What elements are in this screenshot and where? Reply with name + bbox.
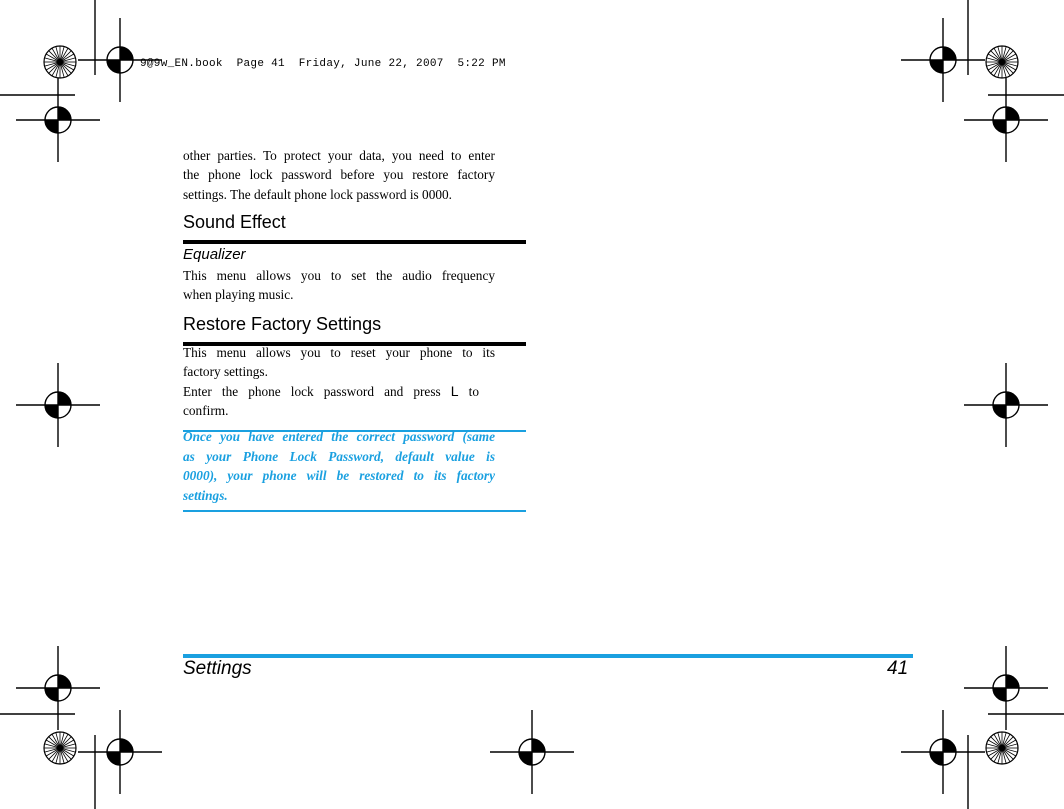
starburst-ray xyxy=(49,51,60,62)
equalizer-paragraph xyxy=(183,266,495,305)
registration-quadrant xyxy=(993,405,1006,418)
starburst-ray xyxy=(991,62,1002,73)
starburst-ray xyxy=(998,733,1002,748)
restore-line: This menu allows you to reset your phone to its xyxy=(183,345,495,360)
note-line: as your Phone Lock Password, default value is xyxy=(183,448,495,464)
starburst-ray xyxy=(1002,62,1006,77)
registration-target-icon xyxy=(993,107,1019,133)
starburst-ray xyxy=(60,748,74,756)
confirm-key-icon: L xyxy=(450,383,459,399)
starburst-ray xyxy=(60,62,71,73)
registration-quadrant xyxy=(943,47,956,60)
registration-quadrant xyxy=(993,120,1006,133)
registration-quadrant xyxy=(58,107,71,120)
starburst-ray xyxy=(1002,748,1006,763)
starburst-ray xyxy=(991,51,1002,62)
starburst-ray xyxy=(52,62,60,76)
intro-line: the phone lock password before you restore factory xyxy=(183,167,495,183)
registration-quadrant xyxy=(1006,675,1019,688)
starburst-ray xyxy=(49,62,60,73)
starburst-icon xyxy=(986,46,1018,78)
starburst-center xyxy=(57,59,63,65)
starburst-ray xyxy=(60,47,64,62)
registration-target-icon xyxy=(45,675,71,701)
starburst-ray xyxy=(60,62,64,77)
starburst-ray xyxy=(60,748,75,752)
starburst-icon xyxy=(986,732,1018,764)
starburst-ray xyxy=(991,748,1002,759)
registration-target-icon xyxy=(930,47,956,73)
starburst-ray xyxy=(1002,62,1010,76)
registration-quadrant xyxy=(45,688,58,701)
starburst-ray xyxy=(1002,737,1013,748)
restore-line: factory settings. xyxy=(183,364,268,380)
section-heading-restore-factory: Restore Factory Settings xyxy=(183,314,382,334)
starburst-ray xyxy=(988,740,1002,748)
heading-rule xyxy=(183,240,526,244)
intro-line: settings. The default phone lock password is 0000. xyxy=(183,186,452,202)
registration-quadrant xyxy=(943,739,956,752)
registration-target-icon xyxy=(107,47,133,73)
registration-quadrant xyxy=(45,120,58,133)
starburst-ray xyxy=(60,62,68,76)
registration-quadrant xyxy=(58,392,71,405)
registration-target-icon xyxy=(45,392,71,418)
starburst-ray xyxy=(994,748,1002,762)
registration-quadrant xyxy=(107,60,120,73)
starburst-ray xyxy=(1002,58,1017,62)
registration-quadrant xyxy=(532,739,545,752)
registration-quadrant xyxy=(930,752,943,765)
starburst-ray xyxy=(988,54,1002,62)
starburst-ray xyxy=(994,62,1002,76)
footer-section-title: Settings xyxy=(183,658,252,679)
starburst-ray xyxy=(60,733,64,748)
starburst-ray xyxy=(987,62,1002,66)
starburst-ray xyxy=(1002,62,1013,73)
subheading-equalizer: Equalizer xyxy=(183,246,246,263)
registration-quadrant xyxy=(993,688,1006,701)
starburst-icon xyxy=(44,732,76,764)
starburst-ray xyxy=(1002,748,1013,759)
starburst-center xyxy=(999,59,1005,65)
registration-target-icon xyxy=(993,392,1019,418)
starburst-ray xyxy=(56,733,60,748)
registration-quadrant xyxy=(1006,107,1019,120)
confirm-prefix: Enter the phone lock password and press xyxy=(183,384,441,399)
registration-quadrant xyxy=(58,675,71,688)
starburst-icon xyxy=(44,46,76,78)
print-slug: 9@9w_EN.book Page 41 Friday, June 22, 2007 5:22 PM xyxy=(140,58,506,70)
starburst-ray xyxy=(1002,734,1010,748)
starburst-ray xyxy=(1002,740,1016,748)
confirm-suffix: to xyxy=(468,384,480,399)
intro-line: other parties. To protect your data, you need to enter xyxy=(183,148,495,163)
starburst-ray xyxy=(45,58,60,62)
starburst-ray xyxy=(1002,733,1006,748)
equalizer-line: This menu allows you to set the audio frequency xyxy=(183,268,495,283)
starburst-ray xyxy=(60,740,74,748)
confirm-line xyxy=(183,382,479,401)
registration-target-icon xyxy=(519,739,545,765)
starburst-ray xyxy=(60,62,74,70)
intro-paragraph xyxy=(183,146,495,204)
starburst-ray xyxy=(988,62,1002,70)
starburst-ray xyxy=(45,62,60,66)
starburst-ray xyxy=(60,744,75,748)
starburst-ray xyxy=(60,48,68,62)
starburst-ray xyxy=(1002,54,1016,62)
section-heading-sound-effect: Sound Effect xyxy=(183,212,286,232)
starburst-ray xyxy=(1002,51,1013,62)
footer-rule xyxy=(183,654,913,658)
starburst-ray xyxy=(45,744,60,748)
starburst-ray xyxy=(56,748,60,763)
registration-target-icon xyxy=(993,675,1019,701)
note-line: 0000), your phone will be restored to its factory xyxy=(183,468,495,483)
starburst-ray xyxy=(987,748,1002,752)
starburst-ray xyxy=(46,740,60,748)
registration-quadrant xyxy=(45,405,58,418)
starburst-ray xyxy=(60,748,68,762)
starburst-ray xyxy=(998,62,1002,77)
starburst-ray xyxy=(1002,47,1006,62)
starburst-ray xyxy=(46,54,60,62)
starburst-center xyxy=(999,745,1005,751)
starburst-ray xyxy=(52,48,60,62)
starburst-ray xyxy=(1002,62,1017,66)
starburst-ray xyxy=(998,47,1002,62)
starburst-ray xyxy=(60,748,71,759)
starburst-ray xyxy=(49,748,60,759)
starburst-ray xyxy=(1002,748,1017,752)
starburst-ray xyxy=(52,748,60,762)
confirm-paragraph xyxy=(183,382,479,421)
starburst-ray xyxy=(60,737,71,748)
equalizer-line: when playing music. xyxy=(183,287,294,303)
registration-quadrant xyxy=(930,60,943,73)
note-line: settings. xyxy=(183,487,228,503)
starburst-ray xyxy=(52,734,60,748)
starburst-ray xyxy=(56,47,60,62)
confirm-tail: confirm. xyxy=(183,403,229,419)
registration-target-icon xyxy=(45,107,71,133)
starburst-center xyxy=(57,745,63,751)
starburst-ray xyxy=(60,62,75,66)
registration-target-icon xyxy=(107,739,133,765)
starburst-ray xyxy=(1002,748,1010,762)
registration-quadrant xyxy=(107,752,120,765)
registration-quadrant xyxy=(120,47,133,60)
starburst-ray xyxy=(60,734,68,748)
starburst-ray xyxy=(1002,48,1010,62)
starburst-ray xyxy=(60,58,75,62)
starburst-ray xyxy=(994,48,1002,62)
restore-paragraph xyxy=(183,343,495,382)
starburst-ray xyxy=(994,734,1002,748)
registration-quadrant xyxy=(519,752,532,765)
note-line: Once you have entered the correct password (same xyxy=(183,429,495,444)
restore-note xyxy=(183,427,495,505)
starburst-ray xyxy=(45,748,60,752)
starburst-ray xyxy=(49,737,60,748)
registration-quadrant xyxy=(1006,392,1019,405)
page-number: 41 xyxy=(887,658,909,679)
starburst-ray xyxy=(987,58,1002,62)
starburst-ray xyxy=(991,737,1002,748)
note-rule-bottom xyxy=(183,510,526,512)
starburst-ray xyxy=(1002,744,1017,748)
starburst-ray xyxy=(56,62,60,77)
registration-quadrant xyxy=(120,739,133,752)
starburst-ray xyxy=(60,51,71,62)
registration-target-icon xyxy=(930,739,956,765)
starburst-ray xyxy=(998,748,1002,763)
starburst-ray xyxy=(46,748,60,756)
starburst-ray xyxy=(1002,748,1016,756)
starburst-ray xyxy=(60,54,74,62)
starburst-ray xyxy=(988,748,1002,756)
starburst-ray xyxy=(60,748,64,763)
starburst-ray xyxy=(1002,62,1016,70)
starburst-ray xyxy=(46,62,60,70)
starburst-ray xyxy=(987,744,1002,748)
